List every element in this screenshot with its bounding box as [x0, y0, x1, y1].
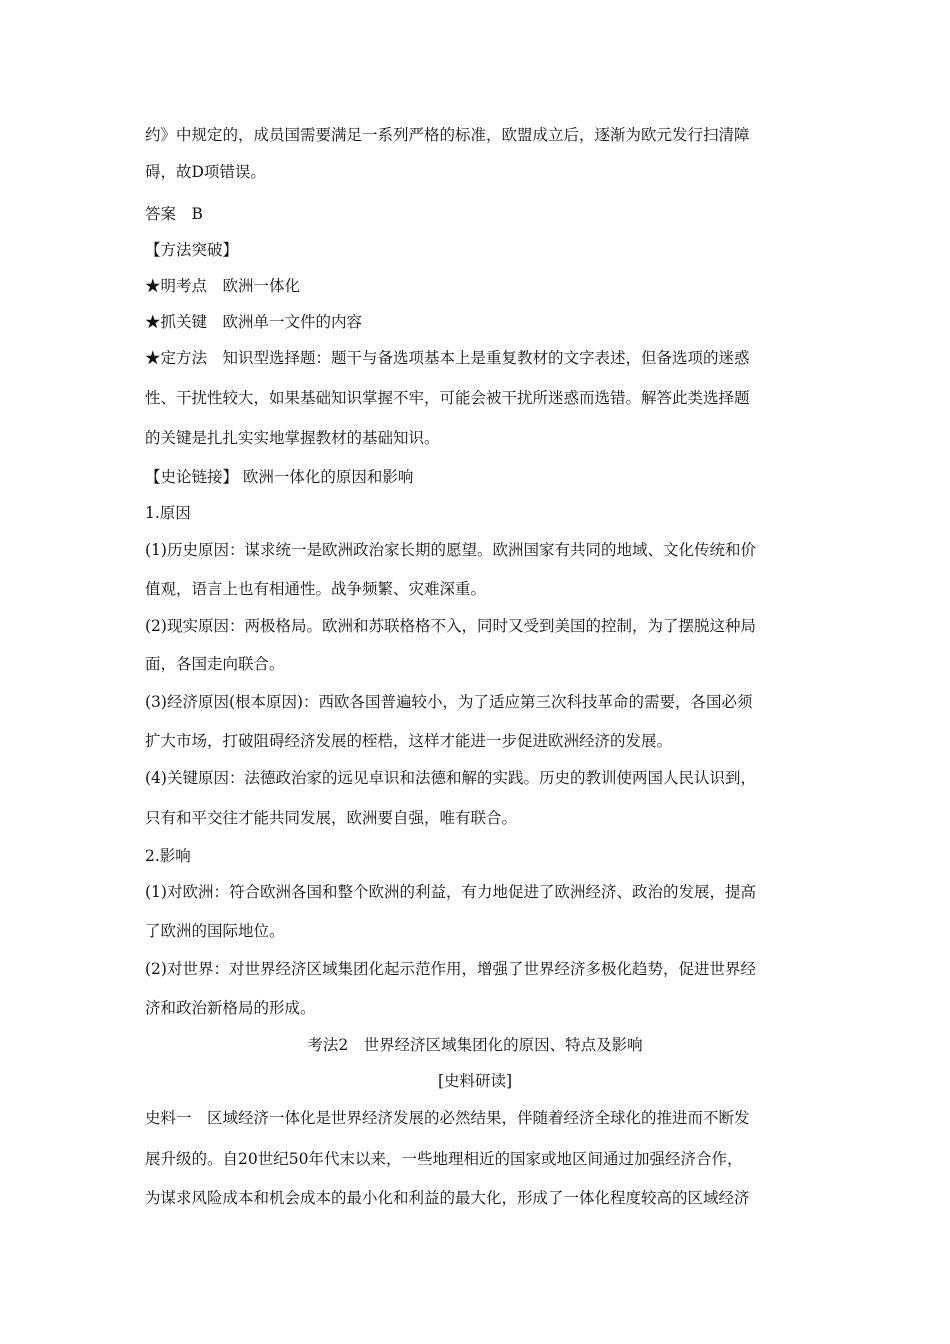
text-line: (2)对世界：对世界经济区域集团化起示范作用，增强了世界经济多极化趋势，促进世界经 [145, 960, 756, 978]
section-title: 考法2 世界经济区域集团化的原因、特点及影响 [307, 1036, 643, 1054]
text-line: 了欧洲的国际地位。 [145, 922, 285, 940]
text-line: ★明考点 欧洲一体化 [145, 277, 301, 295]
text-line: 济和政治新格局的形成。 [145, 999, 316, 1017]
text-line: 约》中规定的，成员国需要满足一系列严格的标准，欧盟成立后，逐渐为欧元发行扫清障 [145, 126, 750, 144]
text-line: 扩大市场，打破阻碍经济发展的桎梏，这样才能进一步促进欧洲经济的发展。 [145, 732, 673, 750]
text-line: ★抓关键 欧洲单一文件的内容 [145, 313, 363, 331]
answer-line: 答案 B [145, 205, 203, 223]
text-line: (2)现实原因：两极格局。欧洲和苏联格格不入，同时又受到美国的控制，为了摆脱这种局 [145, 617, 756, 635]
text-line: 面，各国走向联合。 [145, 655, 285, 673]
section-heading: 【史论链接】 欧洲一体化的原因和影响 [145, 468, 414, 486]
text-line: 碍，故D项错误。 [145, 163, 266, 181]
text-line: 的关键是扎扎实实地掌握教材的基础知识。 [145, 429, 440, 447]
text-line: (3)经济原因(根本原因)：西欧各国普遍较小，为了适应第三次科技革命的需要，各国必须 [145, 693, 753, 711]
text-line: (4)关键原因：法德政治家的远见卓识和法德和解的实践。历史的教训使两国人民认识到， [145, 769, 756, 787]
subheading: 2.影响 [145, 847, 191, 865]
text-line: 展升级的。自20世纪50年代末以来，一些地理相近的国家或地区间通过加强经济合作， [145, 1150, 743, 1168]
section-heading: 【方法突破】 [145, 241, 239, 259]
text-line: 性、干扰性较大，如果基础知识掌握不牢，可能会被干扰所迷惑而选错。解答此类选择题 [145, 389, 750, 407]
text-line: (1)对欧洲：符合欧洲各国和整个欧洲的利益，有力地促进了欧洲经济、政治的发展，提高 [145, 883, 756, 901]
text-line: 只有和平交往才能共同发展，欧洲要自强，唯有联合。 [145, 809, 518, 827]
text-line: ★定方法 知识型选择题：题干与备选项基本上是重复教材的文字表述，但备选项的迷惑 [145, 349, 750, 367]
subheading: 1.原因 [145, 504, 191, 522]
text-line: (1)历史原因：谋求统一是欧洲政治家长期的愿望。欧洲国家有共同的地域、文化传统和价 [145, 541, 756, 559]
section-subtitle: [史料研读] [437, 1072, 513, 1090]
text-line: 史料一 区域经济一体化是世界经济发展的必然结果，伴随着经济全球化的推进而不断发 [145, 1109, 750, 1127]
text-line: 值观，语言上也有相通性。战争频繁、灾难深重。 [145, 580, 487, 598]
text-line: 为谋求风险成本和机会成本的最小化和利益的最大化，形成了一体化程度较高的区域经济 [145, 1189, 750, 1207]
